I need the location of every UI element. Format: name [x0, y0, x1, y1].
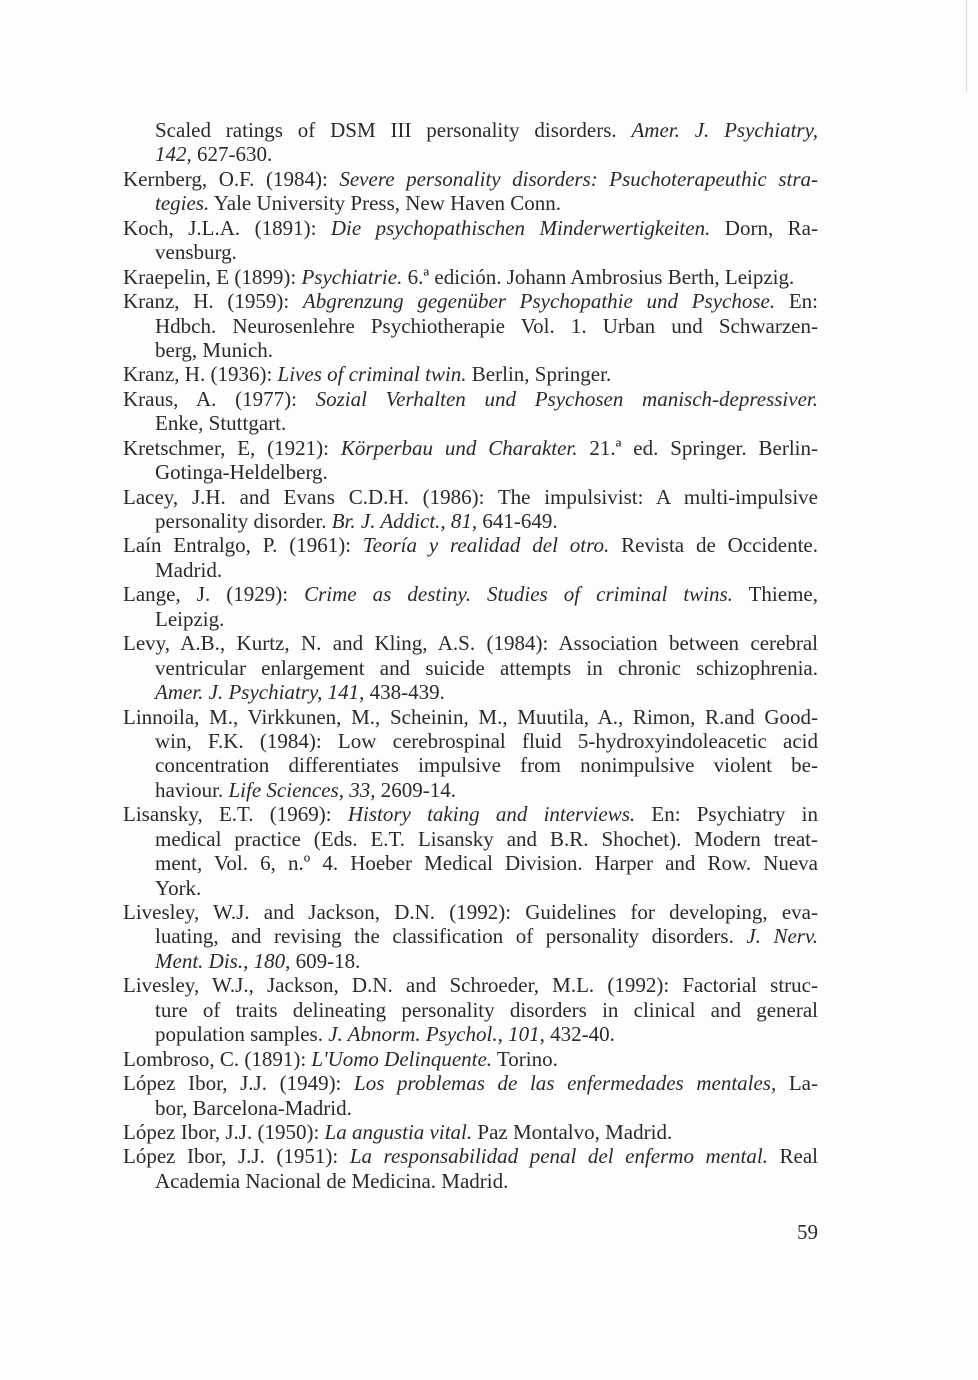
reference-entry: [123, 362, 818, 386]
reference-text: Hdbch. Neurosenlehre Psychiotherapie Vol. 1. Urban und Schwarzen-: [155, 313, 818, 338]
scan-edge-mark: [966, 0, 967, 92]
reference-entry: [123, 167, 818, 216]
reference-text: Kranz, H. (1959):: [123, 289, 303, 314]
reference-text: Leipzig.: [155, 606, 225, 631]
reference-entry: [123, 582, 818, 631]
reference-text: Academia Nacional de Medicina. Madrid.: [155, 1168, 509, 1193]
reference-italic-text: Amer. J. Psychiatry, 141,: [155, 680, 365, 705]
reference-text: 609-18.: [290, 948, 361, 973]
reference-text: Gotinga-Heldelberg.: [155, 460, 328, 485]
reference-italic-text: La angustia vital.: [324, 1119, 473, 1144]
reference-text: López Ibor, J.J. (1951):: [123, 1144, 350, 1169]
reference-text: vensburg.: [155, 240, 237, 265]
reference-italic-text: Teoría y realidad del otro.: [362, 533, 610, 558]
reference-text: Lange, J. (1929):: [123, 582, 305, 607]
reference-line: [123, 1169, 818, 1193]
reference-line: [123, 167, 818, 191]
reference-line: [123, 142, 818, 166]
reference-italic-text: Sozial Verhalten und Psychosen manisch-depressiver.: [315, 386, 818, 411]
reference-text: Berlin, Springer.: [466, 362, 612, 387]
reference-text: Kraepelin, E (1899):: [123, 264, 302, 289]
reference-line: [123, 1071, 818, 1095]
reference-line: [123, 362, 818, 386]
reference-italic-text: Br. J. Addict., 81,: [331, 509, 478, 533]
reference-italic-text: Crime as destiny. Studies of criminal twins.: [304, 582, 733, 607]
reference-text: bor, Barcelona-Madrid.: [155, 1095, 352, 1120]
reference-text: ventricular enlargement and suicide attempts in chronic schizophrenia.: [155, 655, 818, 680]
reference-line: [123, 998, 818, 1022]
reference-text: 641-649.: [477, 509, 558, 533]
reference-text: luating, and revising the classification of personality disorders.: [155, 924, 747, 949]
reference-entry: [123, 900, 818, 973]
reference-text: York.: [155, 875, 202, 900]
reference-line: [123, 387, 818, 411]
continued-reference-entry: [123, 118, 818, 167]
reference-italic-text: Severe personality disorders: Psuchoterapeuthic stra-: [339, 166, 818, 191]
reference-text: berg, Munich.: [155, 337, 274, 362]
reference-text: Madrid.: [155, 557, 223, 582]
reference-entry: [123, 1120, 818, 1144]
reference-text: Dorn, Ra-: [710, 215, 818, 240]
reference-text: En:: [775, 289, 818, 314]
reference-line: [123, 289, 818, 313]
reference-line: [123, 436, 818, 460]
reference-line: [123, 509, 818, 533]
reference-text: Levy, A.B., Kurtz, N. and Kling, A.S. (1984): Association between cerebral: [123, 631, 818, 656]
reference-line: [123, 876, 818, 900]
reference-text: Scaled ratings of DSM III personality disorders.: [155, 118, 632, 142]
reference-line: [123, 900, 818, 924]
reference-text: Yale University Press, New Haven Conn.: [209, 191, 561, 216]
reference-text: 2609-14.: [375, 777, 456, 802]
reference-text: ture of traits delineating personality disorders in clinical and general: [155, 997, 818, 1022]
reference-text: Kretschmer, E, (1921):: [123, 435, 341, 460]
reference-text: Livesley, W.J., Jackson, D.N. and Schroeder, M.L. (1992): Factorial struc-: [123, 973, 818, 998]
reference-line: [123, 729, 818, 753]
reference-entry: [123, 631, 818, 704]
reference-italic-text: 142,: [155, 142, 192, 167]
reference-italic-text: J. Nerv.: [746, 924, 818, 949]
reference-italic-text: Ment. Dis., 180,: [155, 948, 291, 973]
reference-italic-text: tegies.: [155, 191, 210, 216]
reference-line: [123, 460, 818, 484]
reference-text: Livesley, W.J. and Jackson, D.N. (1992): Guidelines for developing, eva-: [123, 900, 818, 924]
reference-italic-text: Abgrenzung gegenüber Psychopathie und Psychose.: [302, 289, 776, 314]
reference-line: [123, 240, 818, 264]
reference-italic-text: Los problemas de las enfermedades mentales,: [354, 1071, 777, 1096]
reference-text: haviour.: [155, 777, 229, 802]
reference-text: Koch, J.L.A. (1891):: [123, 215, 331, 240]
reference-entry: [123, 289, 818, 362]
reference-text: López Ibor, J.J. (1950):: [123, 1119, 325, 1144]
reference-line: [123, 851, 818, 875]
reference-text: Enke, Stuttgart.: [155, 411, 287, 436]
reference-line: [123, 411, 818, 435]
reference-text: En: Psychiatry in: [635, 802, 819, 827]
reference-line: [123, 705, 818, 729]
reference-text: 6.ª edición. Johann Ambrosius Berth, Leipzig.: [402, 264, 795, 289]
reference-line: [123, 1120, 818, 1144]
reference-italic-text: La responsabilidad penal del enfermo mental.: [349, 1144, 768, 1169]
reference-text: Lacey, J.H. and Evans C.D.H. (1986): The impulsivist: A multi-impulsive: [123, 484, 818, 509]
reference-entry: [123, 705, 818, 803]
reference-italic-text: Psychiatrie.: [301, 264, 403, 289]
reference-line: [123, 558, 818, 582]
reference-text: population samples.: [155, 1022, 329, 1047]
reference-line: [123, 924, 818, 948]
reference-line: [123, 1096, 818, 1120]
reference-text: Kranz, H. (1936):: [123, 362, 278, 387]
reference-line: [123, 802, 818, 826]
reference-text: Kernberg, O.F. (1984):: [123, 166, 340, 191]
reference-italic-text: Die psychopathischen Minderwertigkeiten.: [330, 215, 711, 240]
reference-text: 432-40.: [544, 1022, 615, 1047]
bibliography-list: [123, 118, 818, 1193]
page-number: 59: [797, 1220, 818, 1244]
reference-line: [123, 778, 818, 802]
reference-text: 21.ª ed. Springer. Berlin-: [577, 435, 818, 460]
reference-line: [123, 485, 818, 509]
reference-line: [123, 949, 818, 973]
reference-text: Paz Montalvo, Madrid.: [472, 1119, 673, 1144]
reference-entry: [123, 1047, 818, 1071]
reference-italic-text: L'Uomo Delinquente.: [311, 1046, 493, 1071]
reference-text: 438-439.: [364, 680, 445, 705]
reference-text: Real: [767, 1144, 818, 1169]
reference-line: [123, 191, 818, 215]
reference-entry: [123, 265, 818, 289]
reference-text: win, F.K. (1984): Low cerebrospinal fluid 5-hydroxyindoleacetic acid: [155, 728, 818, 753]
reference-text: concentration differentiates impulsive from nonimpulsive violent be-: [155, 753, 818, 778]
reference-line: [123, 265, 818, 289]
reference-line: [123, 753, 818, 777]
reference-line: [123, 1144, 818, 1168]
reference-italic-text: Amer. J. Psychiatry,: [631, 118, 818, 142]
reference-text: Revista de Occidente.: [609, 533, 818, 558]
reference-text: La-: [776, 1071, 818, 1096]
reference-line: [123, 827, 818, 851]
reference-entry: [123, 533, 818, 582]
reference-entry: [123, 802, 818, 900]
reference-line: [123, 607, 818, 631]
reference-entry: [123, 973, 818, 1046]
reference-italic-text: Körperbau und Charakter.: [340, 435, 578, 460]
reference-text: Lombroso, C. (1891):: [123, 1046, 312, 1071]
reference-text: ment, Vol. 6, n.º 4. Hoeber Medical Division. Harper and Row. Nueva: [155, 851, 818, 876]
reference-line: [123, 314, 818, 338]
reference-text: 627-630.: [191, 142, 273, 167]
reference-line: [123, 1047, 818, 1071]
reference-line: [123, 631, 818, 655]
reference-text: Torino.: [492, 1046, 558, 1071]
reference-line: [123, 533, 818, 557]
reference-line: [123, 118, 818, 142]
reference-text: medical practice (Eds. E.T. Lisansky and B.R. Shochet). Modern treat-: [155, 826, 818, 851]
reference-line: [123, 680, 818, 704]
reference-line: [123, 656, 818, 680]
reference-entry: [123, 1144, 818, 1193]
reference-italic-text: Life Sciences, 33,: [228, 777, 376, 802]
reference-italic-text: J. Abnorm. Psychol., 101,: [328, 1022, 545, 1047]
reference-line: [123, 973, 818, 997]
reference-text: Lisansky, E.T. (1969):: [123, 802, 348, 827]
reference-entry: [123, 387, 818, 436]
reference-text: López Ibor, J.J. (1949):: [123, 1071, 355, 1096]
reference-italic-text: Lives of criminal twin.: [277, 362, 467, 387]
reference-entry: [123, 216, 818, 265]
reference-line: [123, 216, 818, 240]
reference-text: Thieme,: [732, 582, 818, 607]
reference-entry: [123, 436, 818, 485]
reference-entry: [123, 485, 818, 534]
reference-entry: [123, 1071, 818, 1120]
reference-text: Linnoila, M., Virkkunen, M., Scheinin, M., Muutila, A., Rimon, R.and Good-: [123, 704, 818, 729]
reference-line: [123, 338, 818, 362]
reference-line: [123, 582, 818, 606]
reference-text: Kraus, A. (1977):: [123, 386, 316, 411]
reference-line: [123, 1022, 818, 1046]
reference-text: Laín Entralgo, P. (1961):: [123, 533, 363, 558]
reference-text: personality disorder.: [155, 509, 332, 533]
reference-italic-text: History taking and interviews.: [347, 802, 636, 827]
